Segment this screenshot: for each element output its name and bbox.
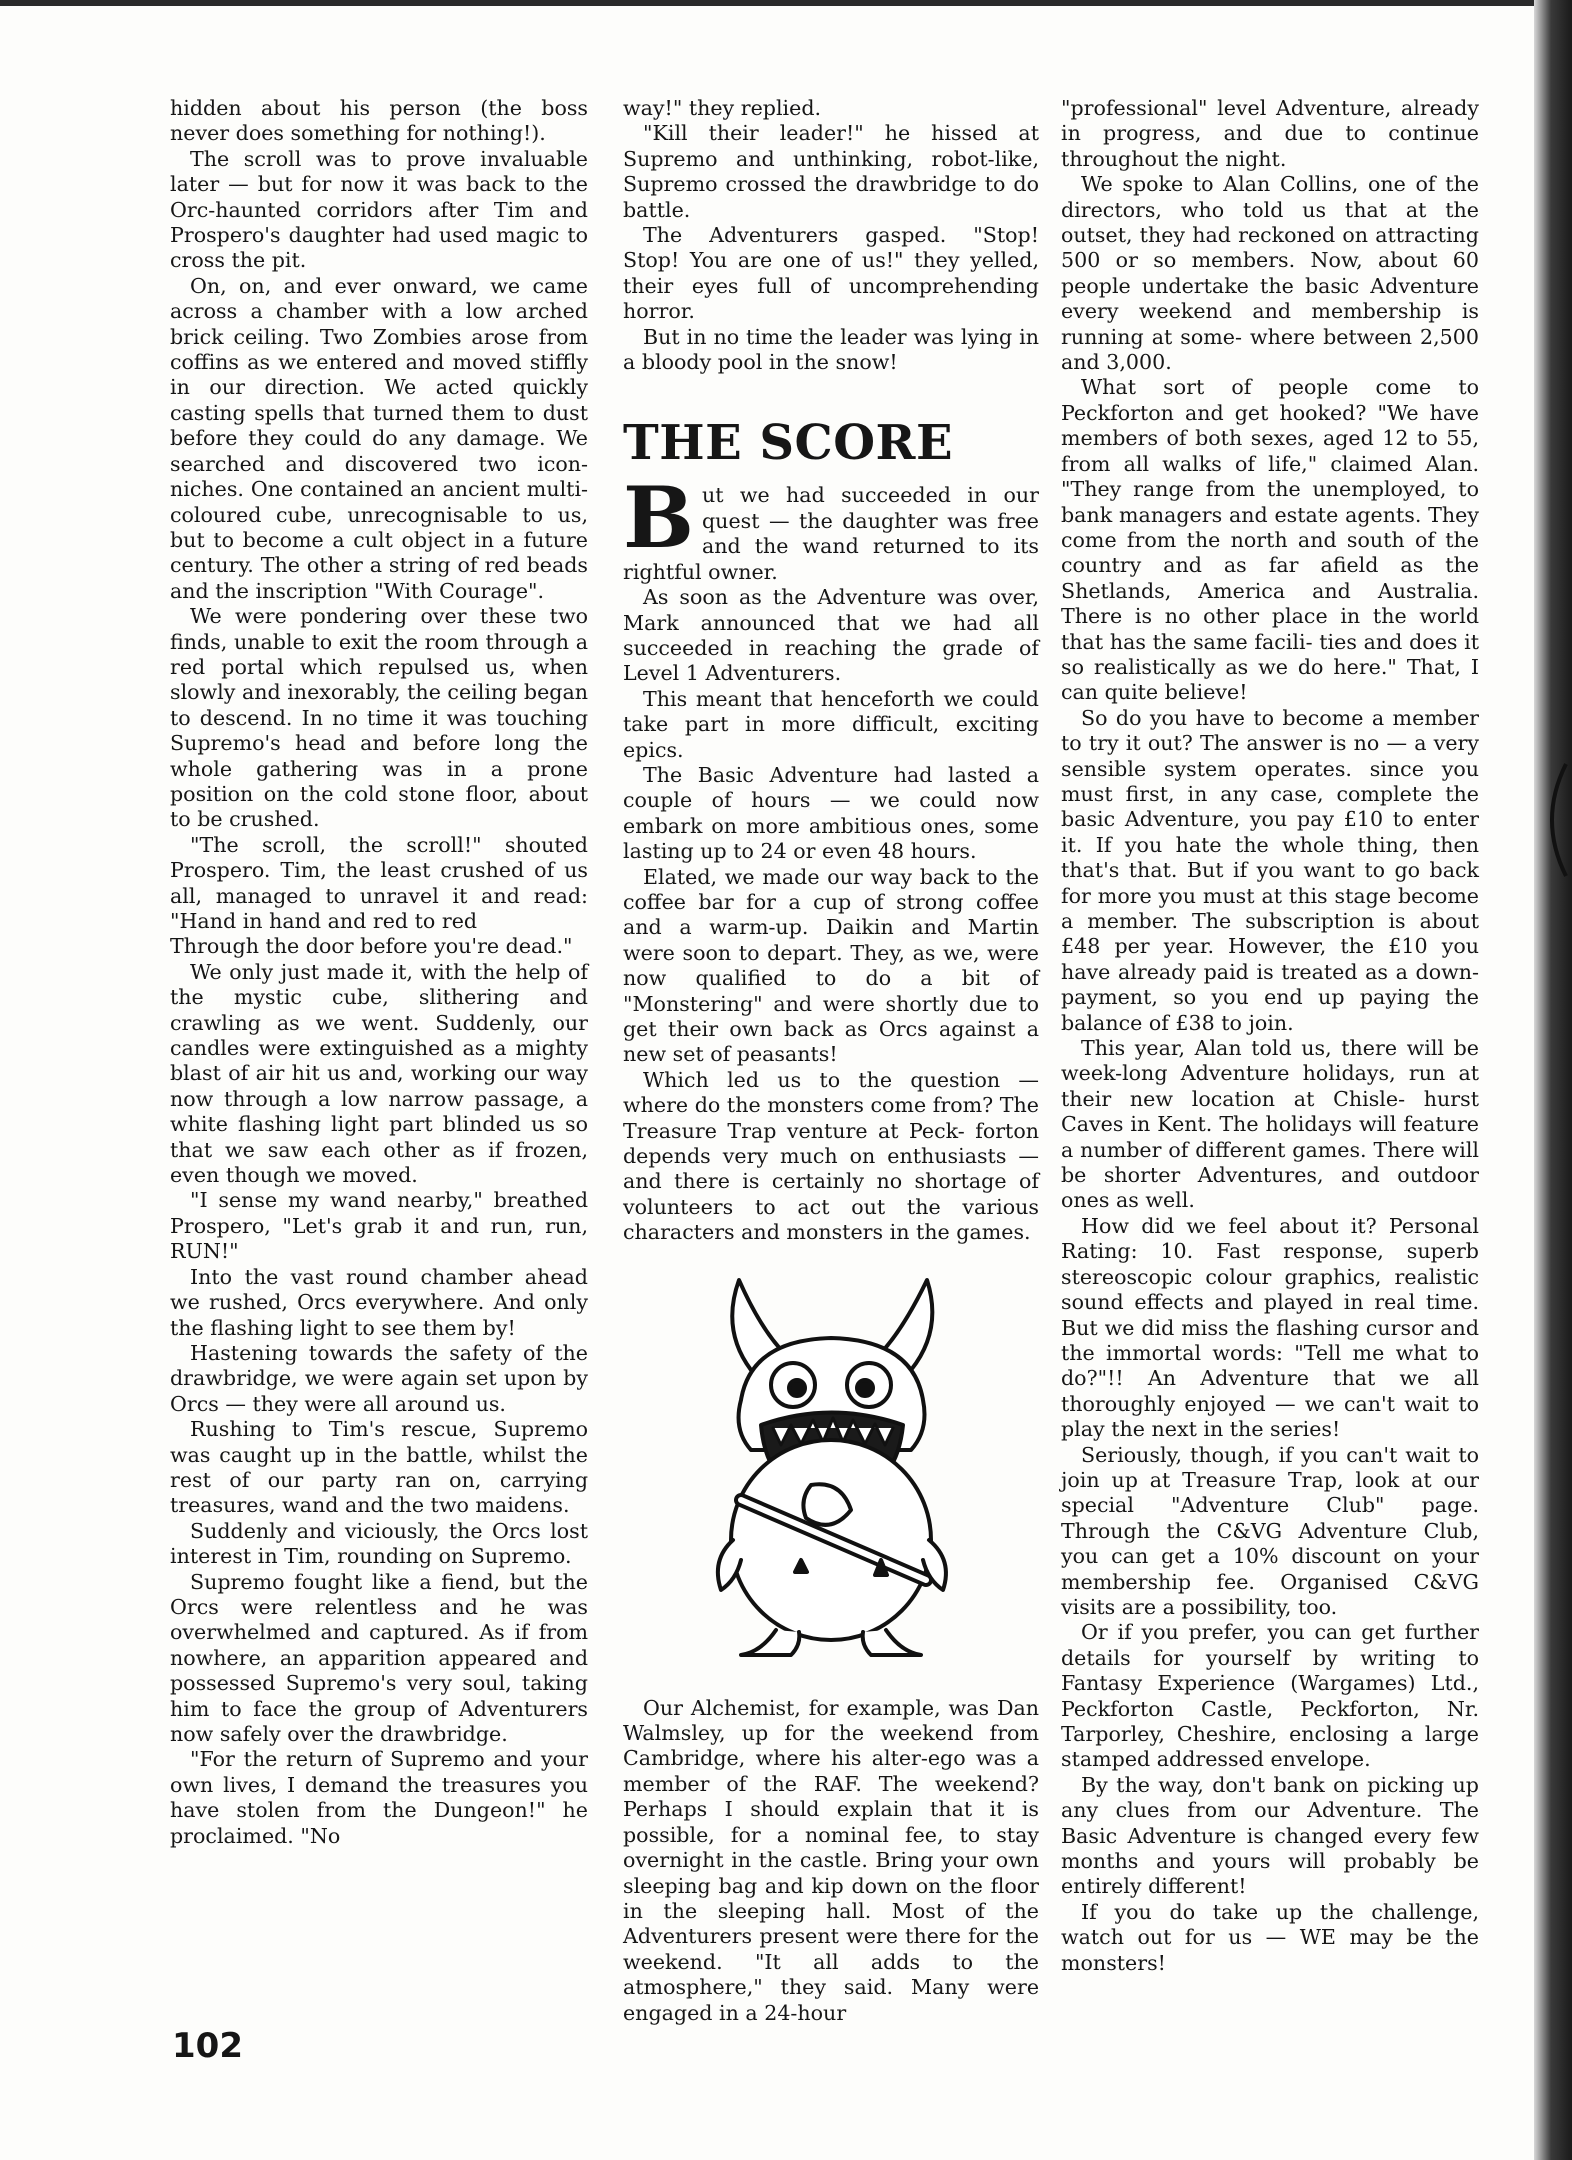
paragraph: Through the door before you're dead."	[170, 934, 573, 959]
paragraph: But in no time the leader was lying in a bloody pool in the snow!	[623, 324, 1039, 375]
paragraph: What sort of people come to Peckforton and get hooked? "We have members of both sexes, aged 12 to 55, from all walks of life," claimed Alan. "They range from the unemployed, to bank managers and estate agents. They come from the north and south of the country and as far afield as the Shetlands, America and Australia. There is no other place in the world that has the same facili- ties and does it so realistically as we do here." That, I can quite believe!	[1061, 375, 1479, 705]
paragraph: How did we feel about it? Personal Rating: 10. Fast response, superb stereoscopic colour graphics, realistic sound effects and played in real time. But we did miss the flashing cursor and the immortal words: "Tell me what to do?"!! An Adventure that we all thoroughly enjoyed — we can't wait to play the next in the series!	[1061, 1213, 1479, 1442]
paragraph: Which led us to the question — where do the monsters come from? The Treasure Trap venture at Peck- forton depends very much on enthusiasts — and there is certainly no shortage of volunteers to act out the various characters and monsters in the games.	[623, 1067, 1039, 1245]
paragraph: Supremo fought like a fiend, but the Orcs were relentless and he was overwhelmed and captured. As if from nowhere, an apparition appeared and possessed Supremo's very soul, taking him to face the group of Adventurers now safely over the drawbridge.	[170, 1569, 588, 1746]
paragraph: "The scroll, the scroll!" shouted Prospero. Tim, the least crushed of us all, managed to unravel it and read: "Hand in hand and red to red	[170, 832, 588, 933]
paragraph: Suddenly and viciously, the Orcs lost interest in Tim, rounding on Supremo.	[170, 1518, 588, 1569]
column-1	[170, 96, 588, 1849]
paragraph: The Basic Adventure had lasted a couple of hours — we could now embark on more ambitious ones, some lasting up to 24 or even 48 hours.	[623, 762, 1039, 864]
paragraph: "I sense my wand nearby," breathed Prospero, "Let's grab it and run, run, RUN!"	[170, 1188, 588, 1264]
column-2	[623, 96, 1039, 2026]
drop-cap: B	[623, 468, 694, 568]
paragraph: Seriously, though, if you can't wait to join up at Treasure Trap, look at our special "Adventure Club" page. Through the C&VG Adventure Club, you can get a 10% discount on your membership fee. Organised C&VG visits are a possibility, too.	[1061, 1442, 1479, 1619]
paragraph: Elated, we made our way back to the coffee bar for a cup of strong coffee and a warm-up. Daikin and Martin were soon to depart. They, as we, were now qualified to do a bit of "Monstering" and were shortly due to get their own back as Orcs against a new set of peasants!	[623, 864, 1039, 1067]
lead-paragraph	[623, 468, 1039, 585]
paragraph: "professional" level Adventure, already in progress, and due to continue throughout the night.	[1061, 96, 1479, 171]
paragraph: Hastening towards the safety of the drawbridge, we were again set upon by Orcs — they were all around us.	[170, 1340, 588, 1416]
paragraph: hidden about his person (the boss never does something for nothing!).	[170, 96, 588, 146]
paragraph: We only just made it, with the help of the mystic cube, slithering and crawling as we went. Suddenly, our candles were extinguished as a mighty blast of air hit us and, working our way now through a low narrow passage, a white flashing light part blinded us so that we saw each other as if frozen, even though we moved.	[170, 959, 588, 1188]
paragraph: Or if you prefer, you can get further details for yourself by writing to Fantasy Experience (Wargames) Ltd., Peckforton Castle, Peckforton, Nr. Tarporley, Cheshire, enclosing a large stamped addressed envelope.	[1061, 1620, 1479, 1772]
paragraph: So do you have to become a member to try it out? The answer is no — a very sensible system operates. since you must first, in any case, complete the basic Adventure, you pay £10 to enter it. If you hate the whole thing, then that's that. But if you want to go back for more you must at this stage become a member. The subscription is about £48 per year. However, the £10 you have already paid is treated as a down- payment, so you end up paying the balance of £38 to join.	[1061, 705, 1479, 1035]
top-border	[0, 0, 1572, 6]
paragraph: On, on, and ever onward, we came across a chamber with a low arched brick ceiling. Two Zombies arose from coffins as we entered and moved stiffly in our direction. We acted quickly casting spells that turned them to dust before they could do any damage. We searched and discovered two icon-niches. One contained an ancient multi-coloured cube, unrecognisable to us, but to become a cult object in a future century. The other a string of red beads and the inscription "With Courage".	[170, 273, 588, 603]
page-edge-shadow	[1534, 0, 1572, 2160]
paragraph: Our Alchemist, for example, was Dan Walmsley, up for the weekend from Cambridge, where his alter-ego was a member of the RAF. The weekend? Perhaps I should explain that it is possible, for a nominal fee, to stay overnight in the castle. Bring your own sleeping bag and kip down on the floor in the sleeping hall. Most of the Adventurers present were there for the weekend. "It all adds to the atmosphere," they said. Many were engaged in a 24-hour	[623, 1695, 1039, 2025]
paragraph: Into the vast round chamber ahead we rushed, Orcs everywhere. And only the flashing light to see them by!	[170, 1264, 588, 1340]
lead-text: ut we had succeeded in our quest — the daughter was free and the wand returned to its rightful owner.	[623, 483, 1039, 584]
binding-bracket-mark	[1532, 760, 1572, 880]
paragraph: Rushing to Tim's rescue, Supremo was caught up in the battle, whilst the rest of our party ran on, carrying treasures, wand and the two maidens.	[170, 1417, 588, 1518]
section-heading: THE SCORE	[623, 415, 954, 472]
paragraph: The scroll was to prove invaluable later — but for now it was back to the Orc-haunted corridors after Tim and Prospero's daughter had used magic to cross the pit.	[170, 146, 588, 273]
paragraph: We spoke to Alan Collins, one of the directors, who told us that at the outset, they had reckoned on attracting 500 or so members. Now, about 60 people undertake the basic Adventure every weekend and membership is running at some- where between 2,500 and 3,000.	[1061, 172, 1479, 375]
paragraph: By the way, don't bank on picking up any clues from our Adventure. The Basic Adventure is changed every few months and yours will probably be entirely different!	[1061, 1772, 1479, 1899]
paragraph: The Adventurers gasped. "Stop! Stop! You are one of us!" they yelled, their eyes full of uncomprehending horror.	[623, 223, 1039, 324]
page-number: 102	[172, 2026, 243, 2066]
paragraph: "For the return of Supremo and your own lives, I demand the treasures you have stolen from the Dungeon!" he proclaimed. "No	[170, 1747, 588, 1848]
paragraph: As soon as the Adventure was over, Mark announced that we had all succeeded in reaching the grade of Level 1 Adventurers.	[623, 585, 1039, 686]
paragraph: This meant that henceforth we could take part in more difficult, exciting epics.	[623, 686, 1039, 762]
paragraph: "Kill their leader!" he hissed at Supremo and unthinking, robot-like, Supremo crossed the drawbridge to do battle.	[623, 121, 1039, 222]
paragraph: If you do take up the challenge, watch out for us — WE may be the monsters!	[1061, 1899, 1479, 1975]
paragraph: way!" they replied.	[623, 96, 822, 120]
monster-illustration	[681, 1260, 981, 1660]
paragraph: We were pondering over these two finds, unable to exit the room through a red portal which repulsed us, when slowly and inexorably, the ceiling began to descend. In no time it was touching Supremo's head and before long the whole gathering was in a prone position on the cold stone floor, about to be crushed.	[170, 604, 588, 832]
column-3	[1061, 96, 1479, 1976]
paragraph: This year, Alan told us, there will be week-long Adventure holidays, run at their new location at Chisle- hurst Caves in Kent. The holidays will feature a number of different games. There will be shorter Adventures, and outdoor ones as well.	[1061, 1036, 1479, 1213]
